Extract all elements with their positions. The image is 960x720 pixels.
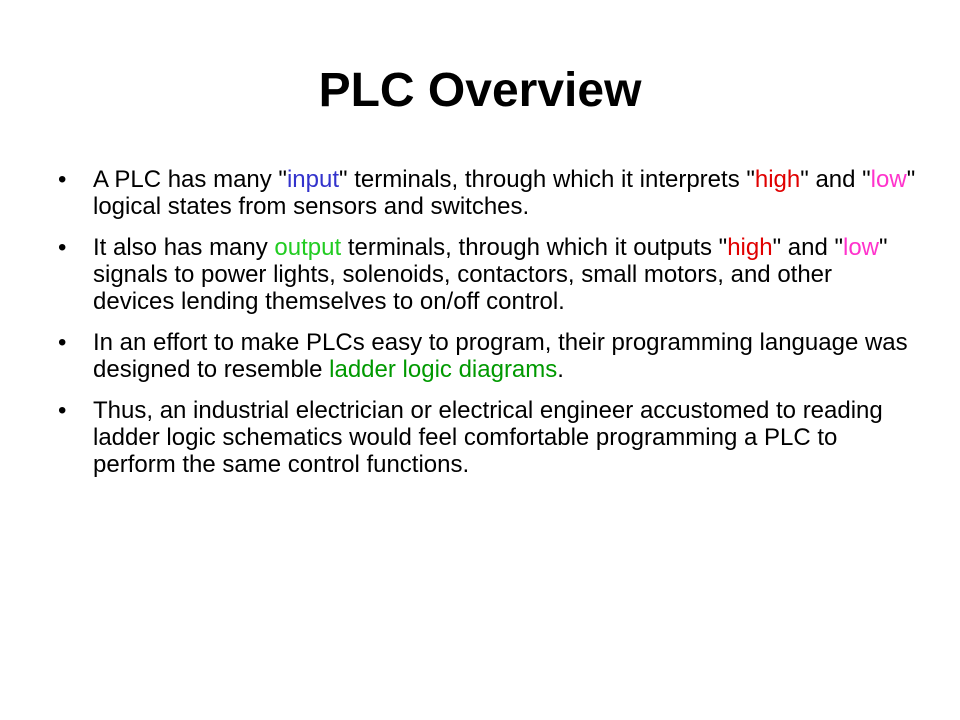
bullet-icon: • [58, 234, 67, 261]
bullet-segment: It also has many [93, 234, 275, 261]
bullet-segment: In an effort to make PLCs easy to program, their programming language was designed to resemble [93, 329, 908, 383]
bullet-item [58, 234, 918, 315]
highlighted-term: high [727, 234, 773, 261]
highlighted-term: output [274, 234, 342, 261]
highlighted-term: low [843, 234, 880, 261]
highlighted-term: ladder logic diagrams [329, 356, 558, 383]
bullet-segment: Thus, an industrial electrician or electrical engineer accustomed to reading ladder logic schematics would feel comfortable programming a PLC to perform the same control functions. [93, 397, 883, 478]
bullet-segment: . [557, 356, 564, 383]
bullet-item [58, 397, 918, 478]
bullet-item [58, 166, 918, 220]
bullet-icon: • [58, 397, 67, 424]
bullet-segment: " and " [772, 234, 843, 261]
highlighted-term: high [754, 166, 801, 193]
bullet-segment: " terminals, through which it interprets " [339, 166, 755, 193]
bullet-text [93, 234, 918, 315]
bullet-segment: " logical states from sensors and switches. [93, 166, 916, 220]
bullet-list [58, 166, 918, 492]
bullet-icon: • [58, 166, 67, 193]
bullet-item [58, 329, 918, 383]
bullet-text [93, 329, 918, 383]
bullet-segment: terminals, through which it outputs " [341, 234, 728, 261]
bullet-segment: A PLC has many " [93, 166, 287, 193]
highlighted-term: low [870, 166, 907, 193]
highlighted-term: input [286, 166, 339, 193]
slide-title: PLC Overview [318, 64, 642, 117]
bullet-icon: • [58, 329, 67, 356]
bullet-text [93, 166, 918, 220]
bullet-segment: " signals to power lights, solenoids, contactors, small motors, and other devices lending themselves to on/off control. [93, 234, 888, 315]
bullet-text [93, 397, 918, 478]
bullet-segment: " and " [800, 166, 871, 193]
